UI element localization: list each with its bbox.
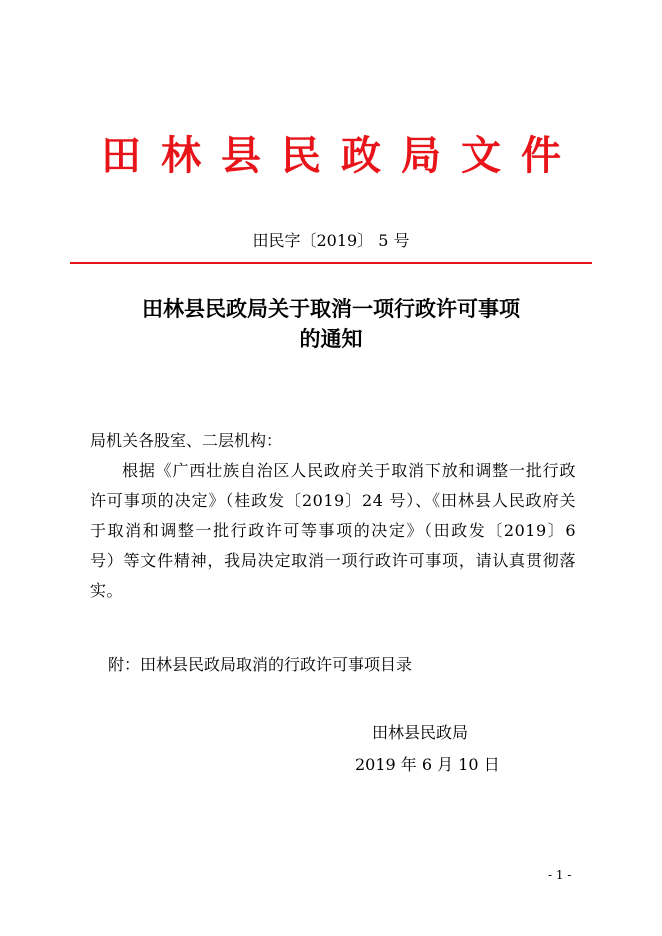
page-number: - 1 - bbox=[548, 868, 572, 882]
issuer-banner: 田林县民政局文件 bbox=[101, 132, 581, 179]
signature-organization: 田林县民政局 bbox=[372, 723, 469, 742]
notice-title-line-2: 的通知 bbox=[299, 326, 363, 351]
notice-title bbox=[0, 294, 662, 354]
notice-body: 根据《广西壮族自治区人民政府关于取消下放和调整一批行政许可事项的决定》（桂政发〔2019〕24 号）、《田林县人民政府关于取消和调整一批行政许可等事项的决定》（田政发〔2019〕6 号）等文件精神，我局决定取消一项行政许可事项，请认真贯彻落实。 bbox=[90, 461, 576, 600]
document-number: 田民字〔2019〕 5 号 bbox=[252, 231, 410, 250]
salutation: 局机关各股室、二层机构： bbox=[90, 431, 283, 450]
attachment-line: 附：田林县民政局取消的行政许可事项目录 bbox=[108, 655, 413, 674]
red-divider-line bbox=[70, 262, 592, 264]
signature-date: 2019 年 6 月 10 日 bbox=[355, 755, 500, 774]
notice-title-line-1: 田林县民政局关于取消一项行政许可事项 bbox=[142, 296, 520, 321]
